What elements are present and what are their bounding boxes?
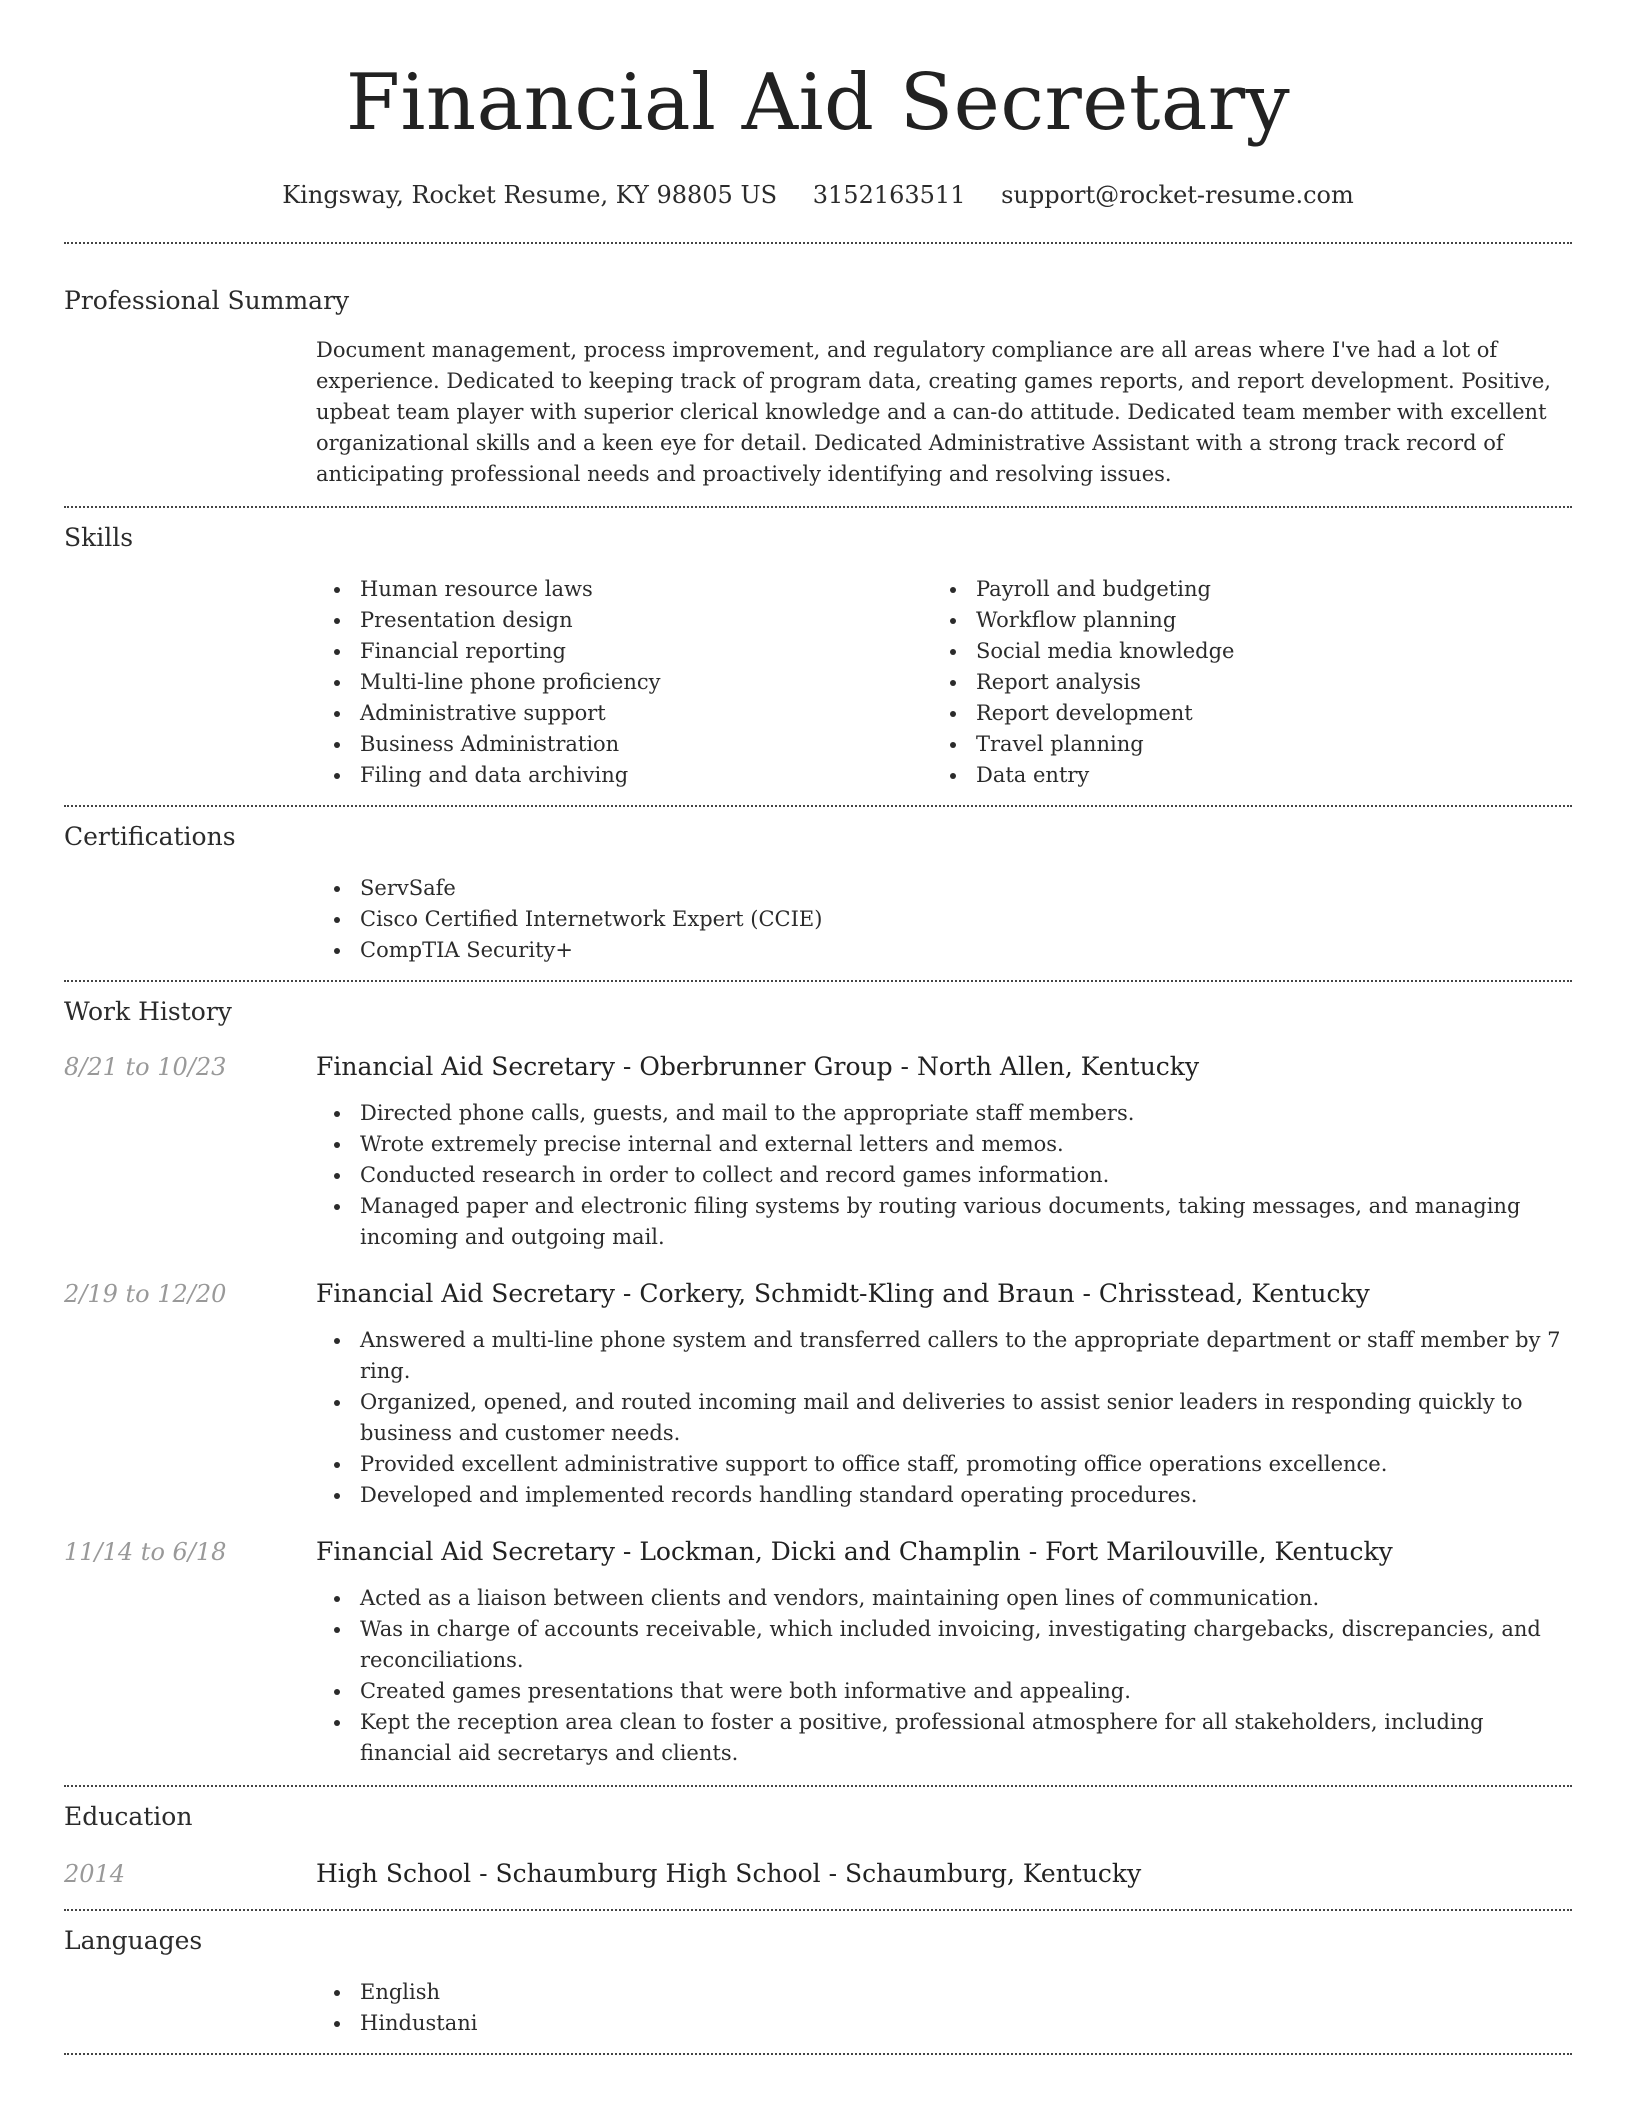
skills-list-left [316, 574, 932, 791]
contact-address: Kingsway, Rocket Resume, KY 98805 US [282, 181, 778, 209]
resume-page [64, 0, 1572, 2055]
language-item: Hindustani [316, 2008, 1572, 2039]
job-bullet: Conducted research in order to collect and record games information. [316, 1160, 1572, 1191]
job-bullet: Developed and implemented records handling standard operating procedures. [316, 1480, 1572, 1511]
skill-item: Filing and data archiving [316, 760, 932, 791]
job-bullet: Directed phone calls, guests, and mail to the appropriate staff members. [316, 1098, 1572, 1129]
certifications-list [316, 873, 1572, 966]
summary-heading: Professional Summary [64, 286, 350, 315]
education-section [64, 1799, 1572, 1891]
languages-heading: Languages [64, 1926, 203, 1955]
job-bullet: Acted as a liaison between clients and vendors, maintaining open lines of communication. [316, 1583, 1572, 1614]
divider [64, 506, 1572, 508]
certifications-section [64, 819, 1572, 966]
skill-item: Social media knowledge [932, 636, 1548, 667]
job-dates: 2/19 to 12/20 [64, 1280, 227, 1308]
skill-item: Report analysis [932, 667, 1548, 698]
education-date: 2014 [64, 1860, 126, 1888]
work-heading: Work History [64, 997, 232, 1026]
language-item: English [316, 1977, 1572, 2008]
job-bullet: Created games presentations that were both informative and appealing. [316, 1676, 1572, 1707]
languages-section [64, 1923, 1572, 2039]
contact-line [64, 178, 1572, 212]
certification-item: Cisco Certified Internetwork Expert (CCIE) [316, 904, 1572, 935]
languages-list [316, 1977, 1572, 2039]
job-dates: 8/21 to 10/23 [64, 1053, 227, 1081]
divider [64, 805, 1572, 807]
skills-heading: Skills [64, 523, 134, 552]
work-section [64, 994, 1572, 1769]
skill-item: Payroll and budgeting [932, 574, 1548, 605]
job-title: Financial Aid Secretary - Lockman, Dicki and Champlin - Fort Marilouville, Kentucky [316, 1537, 1393, 1566]
divider [64, 1785, 1572, 1787]
divider [64, 1909, 1572, 1911]
certification-item: ServSafe [316, 873, 1572, 904]
skill-item: Travel planning [932, 729, 1548, 760]
resume-name: Financial Aid Secretary [345, 58, 1291, 148]
job-bullet: Organized, opened, and routed incoming mail and deliveries to assist senior leaders in responding quickly to business and customer needs. [316, 1387, 1572, 1449]
divider [64, 2053, 1572, 2055]
skill-item: Workflow planning [932, 605, 1548, 636]
job-bullet: Answered a multi-line phone system and transferred callers to the appropriate department or staff member by 7 ring. [316, 1325, 1572, 1387]
certification-item: CompTIA Security+ [316, 935, 1572, 966]
job-bullet: Kept the reception area clean to foster a positive, professional atmosphere for all stakeholders, including financial aid secretarys and clients. [316, 1707, 1572, 1769]
contact-phone: 3152163511 [812, 181, 966, 209]
skill-item: Data entry [932, 760, 1548, 791]
education-heading: Education [64, 1802, 193, 1831]
job-entry [64, 1277, 1572, 1511]
education-title: High School - Schaumburg High School - Schaumburg, Kentucky [316, 1859, 1142, 1888]
job-bullet: Wrote extremely precise internal and external letters and memos. [316, 1129, 1572, 1160]
skill-item: Human resource laws [316, 574, 932, 605]
skill-item: Business Administration [316, 729, 932, 760]
job-title: Financial Aid Secretary - Oberbrunner Group - North Allen, Kentucky [316, 1052, 1200, 1081]
divider [64, 242, 1572, 244]
skill-item: Report development [932, 698, 1548, 729]
job-entry [64, 1535, 1572, 1769]
job-bullet: Managed paper and electronic filing systems by routing various documents, taking messages, and managing incoming and outgoing mail. [316, 1191, 1572, 1253]
job-bullets [316, 1325, 1572, 1511]
job-bullets [316, 1098, 1572, 1253]
summary-text: Document management, process improvement, and regulatory compliance are all areas where I've had a lot of experience. Dedicated to keeping track of program data, creating games reports, and report development. Positive, upbeat team player with superior clerical knowledge and a can-do attitude. Dedicated team member with excellent organizational skills and a keen eye for detail. Dedicated Administrative Assistant with a strong track record of anticipating professional needs and proactively identifying and resolving issues. [316, 338, 1551, 486]
skill-item: Presentation design [316, 605, 932, 636]
job-bullet: Was in charge of accounts receivable, which included invoicing, investigating chargebacks, discrepancies, and reconciliations. [316, 1614, 1572, 1676]
skill-item: Financial reporting [316, 636, 932, 667]
education-entry [64, 1857, 1572, 1891]
certifications-heading: Certifications [64, 822, 236, 851]
summary-section [64, 283, 1572, 490]
skills-section [64, 520, 1572, 791]
divider [64, 980, 1572, 982]
job-bullets [316, 1583, 1572, 1769]
skill-item: Multi-line phone proficiency [316, 667, 932, 698]
skill-item: Administrative support [316, 698, 932, 729]
job-entry [64, 1050, 1572, 1253]
skills-list-right [932, 574, 1548, 791]
job-title: Financial Aid Secretary - Corkery, Schmidt-Kling and Braun - Chrisstead, Kentucky [316, 1279, 1370, 1308]
contact-email: support@rocket-resume.com [1001, 181, 1354, 209]
job-bullet: Provided excellent administrative support to office staff, promoting office operations excellence. [316, 1449, 1572, 1480]
job-dates: 11/14 to 6/18 [64, 1538, 227, 1566]
